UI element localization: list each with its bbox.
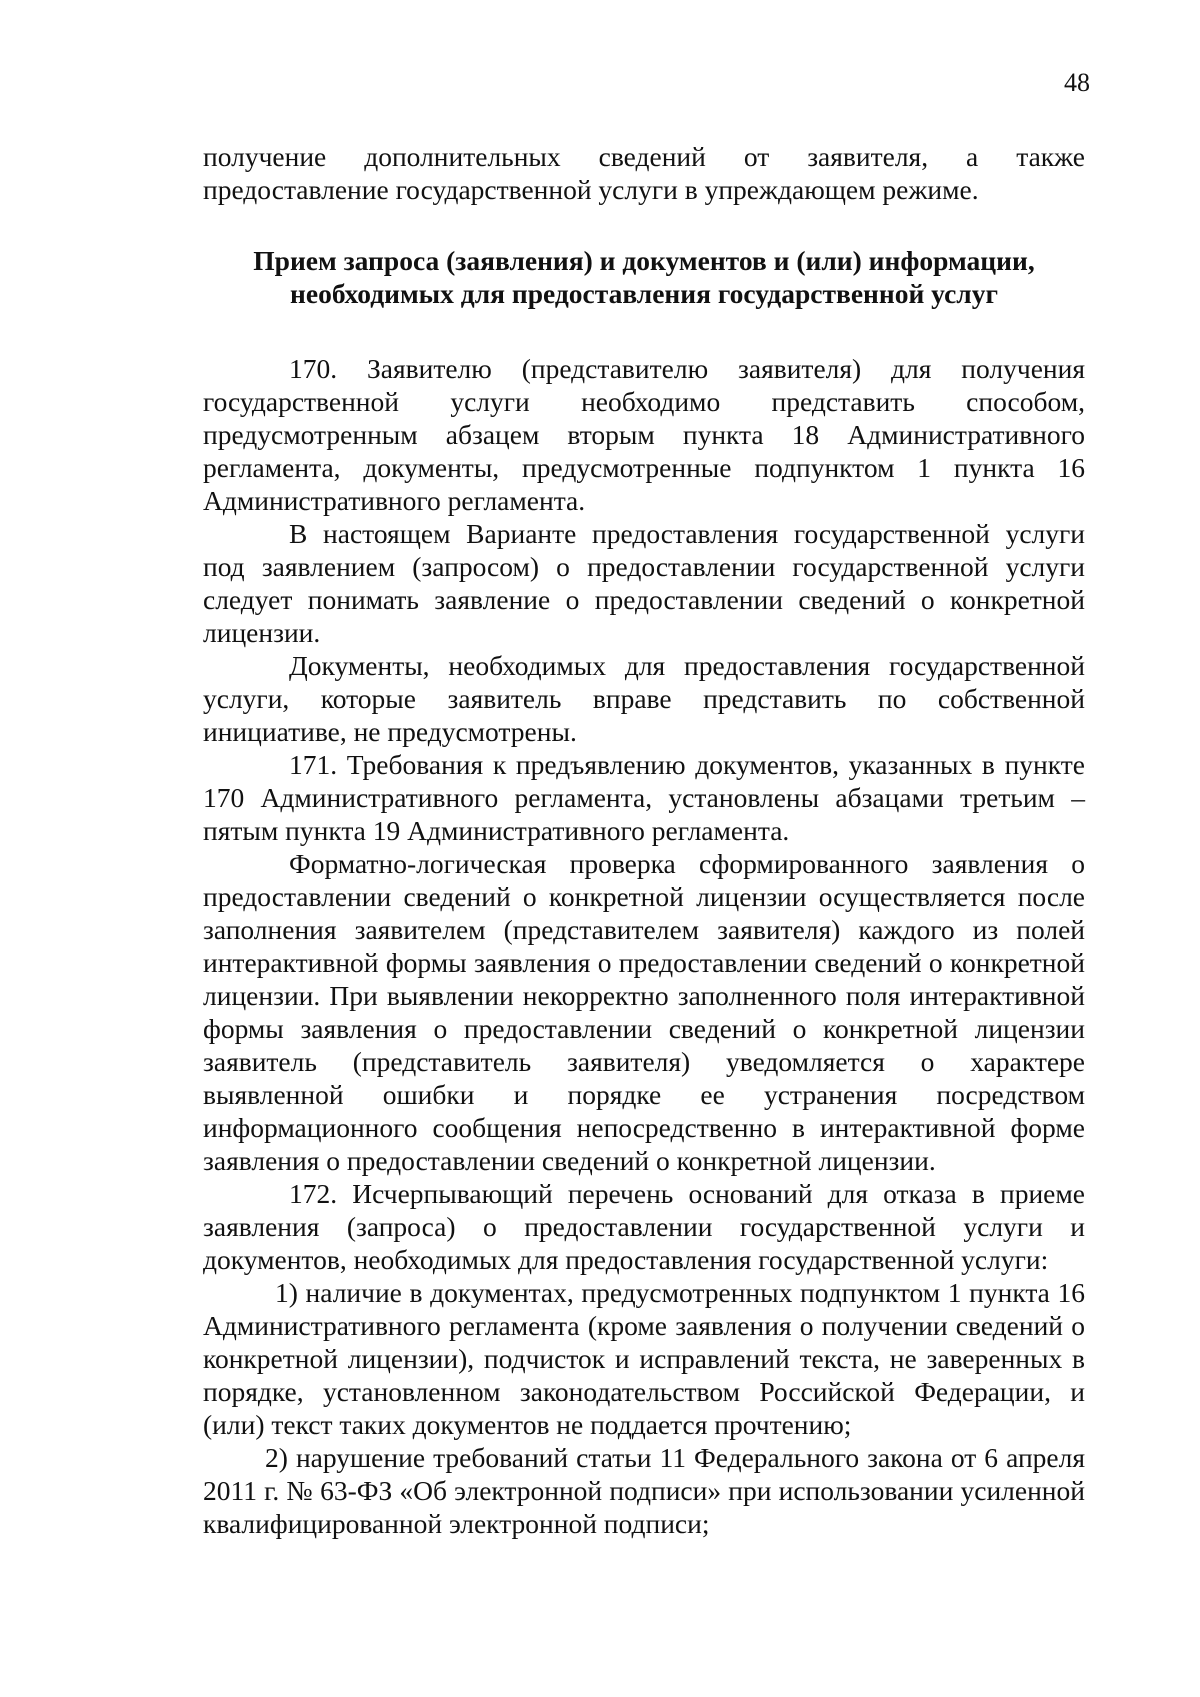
section-heading-line-1: Прием запроса (заявления) и документов и (или) информации, — [253, 245, 1035, 276]
paragraph-format-logical-check: Форматно-логическая проверка сформированного заявления о предоставлении сведений о конкретной лицензии осуществляется после заполнения заявителем (представителем заявителя) каждого из полей интерактивной формы заявления о предоставлении сведений о конкретной лицензии. При выявлении некорректно заполненного поля интерактивной формы заявления о предоставлении сведений о конкретной лицензии заявитель (представитель заявителя) уведомляется о характере выявленной ошибки и порядке ее устранения посредством информационного сообщения непосредственно в интерактивной форме заявления о предоставлении сведений о конкретной лицензии. — [203, 848, 1085, 1176]
intro-paragraph: получение дополнительных сведений от заявителя, а также предоставление государственной услуги в упреждающем режиме. — [203, 141, 1085, 205]
list-item-1: 1) наличие в документах, предусмотренных подпунктом 1 пункта 16 Административного регламента (кроме заявления о получении сведений о конкретной лицензии), подчисток и исправлений текста, не заверенных в порядке, установленном законодательством Российской Федерации, и (или) текст таких документов не поддается прочтению; — [203, 1277, 1085, 1440]
page-number: 48 — [1064, 68, 1090, 97]
section-heading-line-2: необходимых для предоставления государственной услуг — [290, 278, 998, 309]
document-body — [203, 140, 1085, 1540]
paragraph-170: 170. Заявителю (представителю заявителя) для получения государственной услуги необходимо представить способом, предусмотренным абзацем вторым пункта 18 Административного регламента, документы, предусмотренные подпунктом 1 пункта 16 Административного регламента. — [203, 353, 1085, 516]
paragraph-172: 172. Исчерпывающий перечень оснований для отказа в приеме заявления (запроса) о предоставлении государственной услуги и документов, необходимых для предоставления государственной услуги: — [203, 1178, 1085, 1275]
section-heading — [203, 244, 1085, 310]
paragraph-variant-definition: В настоящем Варианте предоставления государственной услуги под заявлением (запросом) о предоставлении государственной услуги следует понимать заявление о предоставлении сведений о конкретной лицензии. — [203, 518, 1085, 648]
paragraph-own-initiative-documents: Документы, необходимых для предоставления государственной услуги, которые заявитель вправе представить по собственной инициативе, не предусмотрены. — [203, 650, 1085, 747]
paragraph-171: 171. Требования к предъявлению документов, указанных в пункте 170 Административного регламента, установлены абзацами третьим – пятым пункта 19 Административного регламента. — [203, 749, 1085, 846]
list-item-2: 2) нарушение требований статьи 11 Федерального закона от 6 апреля 2011 г. № 63-ФЗ «Об электронной подписи» при использовании усиленной квалифицированной электронной подписи; — [203, 1442, 1085, 1539]
